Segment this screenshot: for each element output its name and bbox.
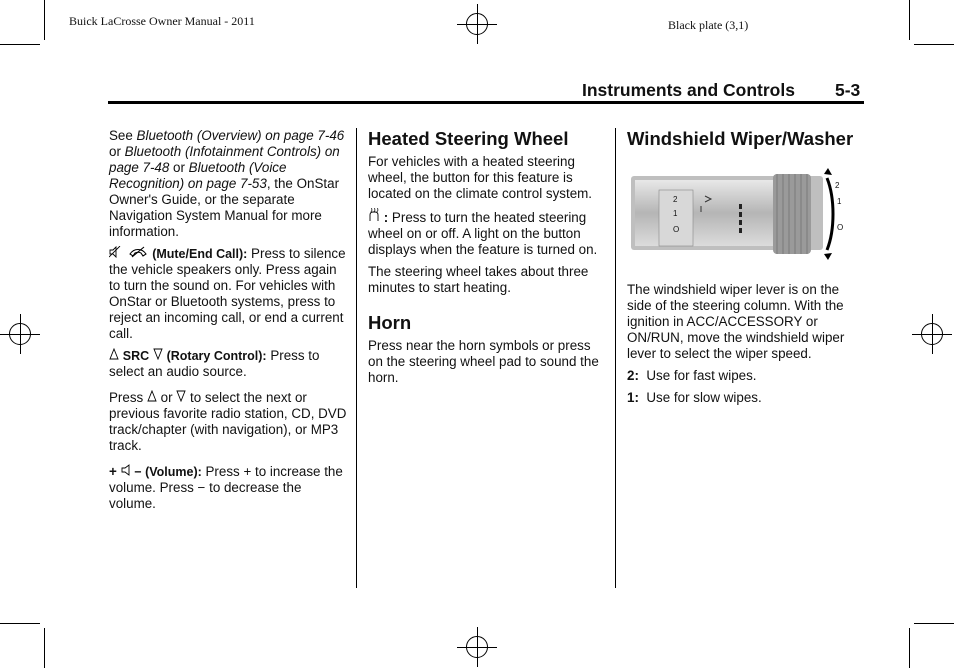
lever-label-2: 2 [835,181,840,190]
registration-mark [457,627,497,667]
bluetooth-reference: See Bluetooth (Overview) on page 7-46 or Bluetooth (Infotainment Controls) on page 7-48 or Bluetooth (Voice Recognition) on page 7-53, the OnStar Owner's Guide, or the separate Navigation System Manual for more information. [109,128,345,239]
crop-mark [0,623,40,624]
src-label: SRC [122,349,150,363]
registration-mark [912,314,952,354]
plate-label: Black plate (3,1) [668,18,749,32]
rotary-paragraph: SRC (Rotary Control): Press to select an audio source. [109,348,320,379]
mute-paragraph: (Mute/End Call): Press to silence the vehicle speakers only. Press again to turn the sound on. For vehicles with OnStar or Bluetooth systems, press to reject an incoming call, or end a current call. [109,246,346,341]
heading-windshield-wiper: Windshield Wiper/Washer [627,128,854,149]
heating-time: The steering wheel takes about three minutes to start heating. [368,264,589,295]
wiper-intro: The windshield wiper lever is on the side of the steering column. With the ignition in ACC/ACCESSORY or ON/RUN, move the windshield wiper lever to select the wiper speed. [627,282,845,361]
page-number: 5-3 [835,80,861,100]
crop-mark [0,44,40,45]
registration-mark [457,4,497,44]
triangle-up-icon [147,390,157,406]
column-divider [356,128,357,588]
manual-title: Buick LaCrosse Owner Manual - 2011 [69,14,255,28]
crop-mark [909,0,910,40]
triangle-down-icon [176,390,186,406]
column-1 [109,128,349,518]
volume-label: − (Volume): [134,465,202,479]
heated-steering-wheel-icon [368,208,380,226]
section-title: Instruments and Controls [582,80,795,100]
crop-mark [909,628,910,668]
heated-intro: For vehicles with a heated steering wheel, the button for this feature is located on the climate control system. [368,154,593,201]
favorites-paragraph: Press or to select the next or previous favorite radio station, CD, DVD track/chapter (with navigation), or MP3 track. [109,390,347,453]
lever-label-o: O [837,223,844,232]
wiper-lever-illustration [627,160,857,260]
lever-label-1: 1 [837,197,842,206]
heading-heated-steering-wheel: Heated Steering Wheel [368,128,569,149]
speaker-mute-icon [109,246,121,262]
heading-horn: Horn [368,312,412,333]
link-bluetooth-overview[interactable]: Bluetooth (Overview) on page 7-46 [136,128,345,143]
crop-mark [44,628,45,668]
speaker-icon [121,464,131,480]
volume-plus: + [109,464,117,479]
figure-label-2: 2 [673,195,678,204]
crop-mark [44,0,45,40]
figure-label-o: O [673,225,680,234]
horn-paragraph: Press near the horn symbols or press on the steering wheel pad to sound the horn. [368,338,599,385]
rotary-label: (Rotary Control): [166,349,267,363]
header-rule [108,101,864,104]
triangle-down-icon [153,348,163,364]
heated-button-paragraph: : Press to turn the heated steering wheel on or off. A light on the button displays when the feature is turned on. [368,210,598,257]
figure-label-1: 1 [673,209,678,218]
column-divider [615,128,616,588]
registration-mark [0,314,40,354]
crop-mark [914,623,954,624]
wiper-item-slow: 1: Use for slow wipes. [627,390,762,405]
mute-label: (Mute/End Call): [152,247,248,261]
phone-end-icon [128,246,148,262]
column-3 [627,128,857,412]
crop-mark [914,44,954,45]
triangle-up-icon [109,348,119,364]
link-bluetooth-voice[interactable]: Bluetooth (Voice Recognition) on page 7-53 [109,160,287,191]
link-bluetooth-infotainment[interactable]: Bluetooth (Infotainment Controls) on page 7-48 [109,144,340,175]
volume-paragraph: + − (Volume): Press + to increase the volume. Press − to decrease the volume. [109,464,343,511]
wiper-item-fast: 2: Use for fast wipes. [627,368,757,383]
column-2 [368,128,600,392]
